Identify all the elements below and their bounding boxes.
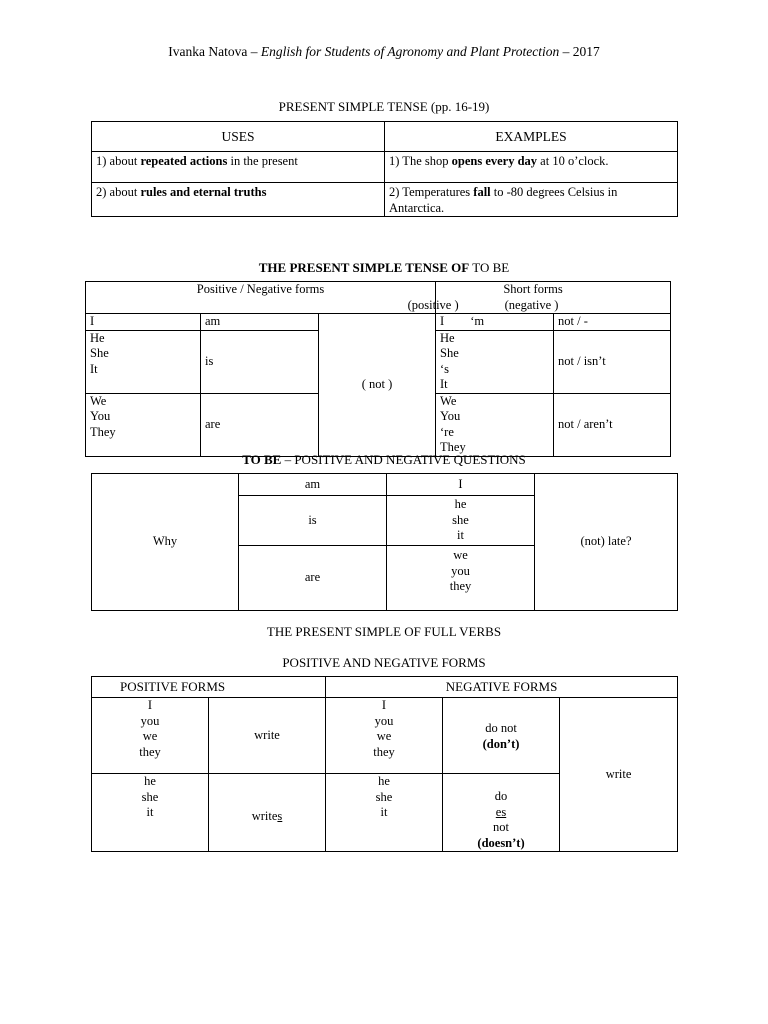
questions-table: Why am I (not) late? is he she it are we you they <box>91 473 678 611</box>
full-verbs-table: POSITIVE FORMS NEGATIVE FORMS I you we they write I you we they do not (don’t) write he she it writes he she it do es not (doesn’t) <box>91 676 678 852</box>
uses-header: USES <box>92 122 385 152</box>
author: Ivanka Natova <box>168 44 248 59</box>
section3-title: TO BE – POSITIVE AND NEGATIVE QUESTIONS <box>242 452 526 467</box>
to-be-table: Positive / Negative forms Short forms (positive ) (negative ) I am ( not ) I ‘m not / - He She It is He She ‘s It not / isn’t We You They are We You ‘re They not / aren’t <box>85 281 671 457</box>
book-title: English for Students of Agronomy and Plant Protection <box>260 44 560 59</box>
negative-header: NEGATIVE FORMS <box>326 677 678 698</box>
section1-title: PRESENT SIMPLE TENSE (pp. 16-19) <box>278 99 490 114</box>
examples-header: EXAMPLES <box>385 122 678 152</box>
year: 2017 <box>572 44 600 59</box>
not-cell: ( not ) <box>319 314 436 457</box>
why-cell: Why <box>92 474 239 611</box>
positive-header: POSITIVE FORMS <box>92 677 326 698</box>
section4-title: THE PRESENT SIMPLE OF FULL VERBS <box>266 624 502 639</box>
page-header: Ivanka Natova – English for Students of Agronomy and Plant Protection – 2017 <box>168 44 600 59</box>
table-row: 1) about repeated actions in the present 1) The shop opens every day at 10 o’clock. <box>92 152 678 183</box>
table-row: 2) about rules and eternal truths 2) Temperatures fall to -80 degrees Celsius in Antarctica. <box>92 183 678 217</box>
uses-table <box>91 121 678 217</box>
pos-neg-header: Positive / Negative forms <box>86 282 436 314</box>
main-verb-cell: write <box>560 698 678 852</box>
short-forms-header: Short forms (positive ) (negative ) <box>436 282 671 314</box>
section4-subtitle: POSITIVE AND NEGATIVE FORMS <box>282 655 486 670</box>
ending-cell: (not) late? <box>535 474 678 611</box>
section2-title: THE PRESENT SIMPLE TENSE OF TO BE <box>258 260 510 275</box>
